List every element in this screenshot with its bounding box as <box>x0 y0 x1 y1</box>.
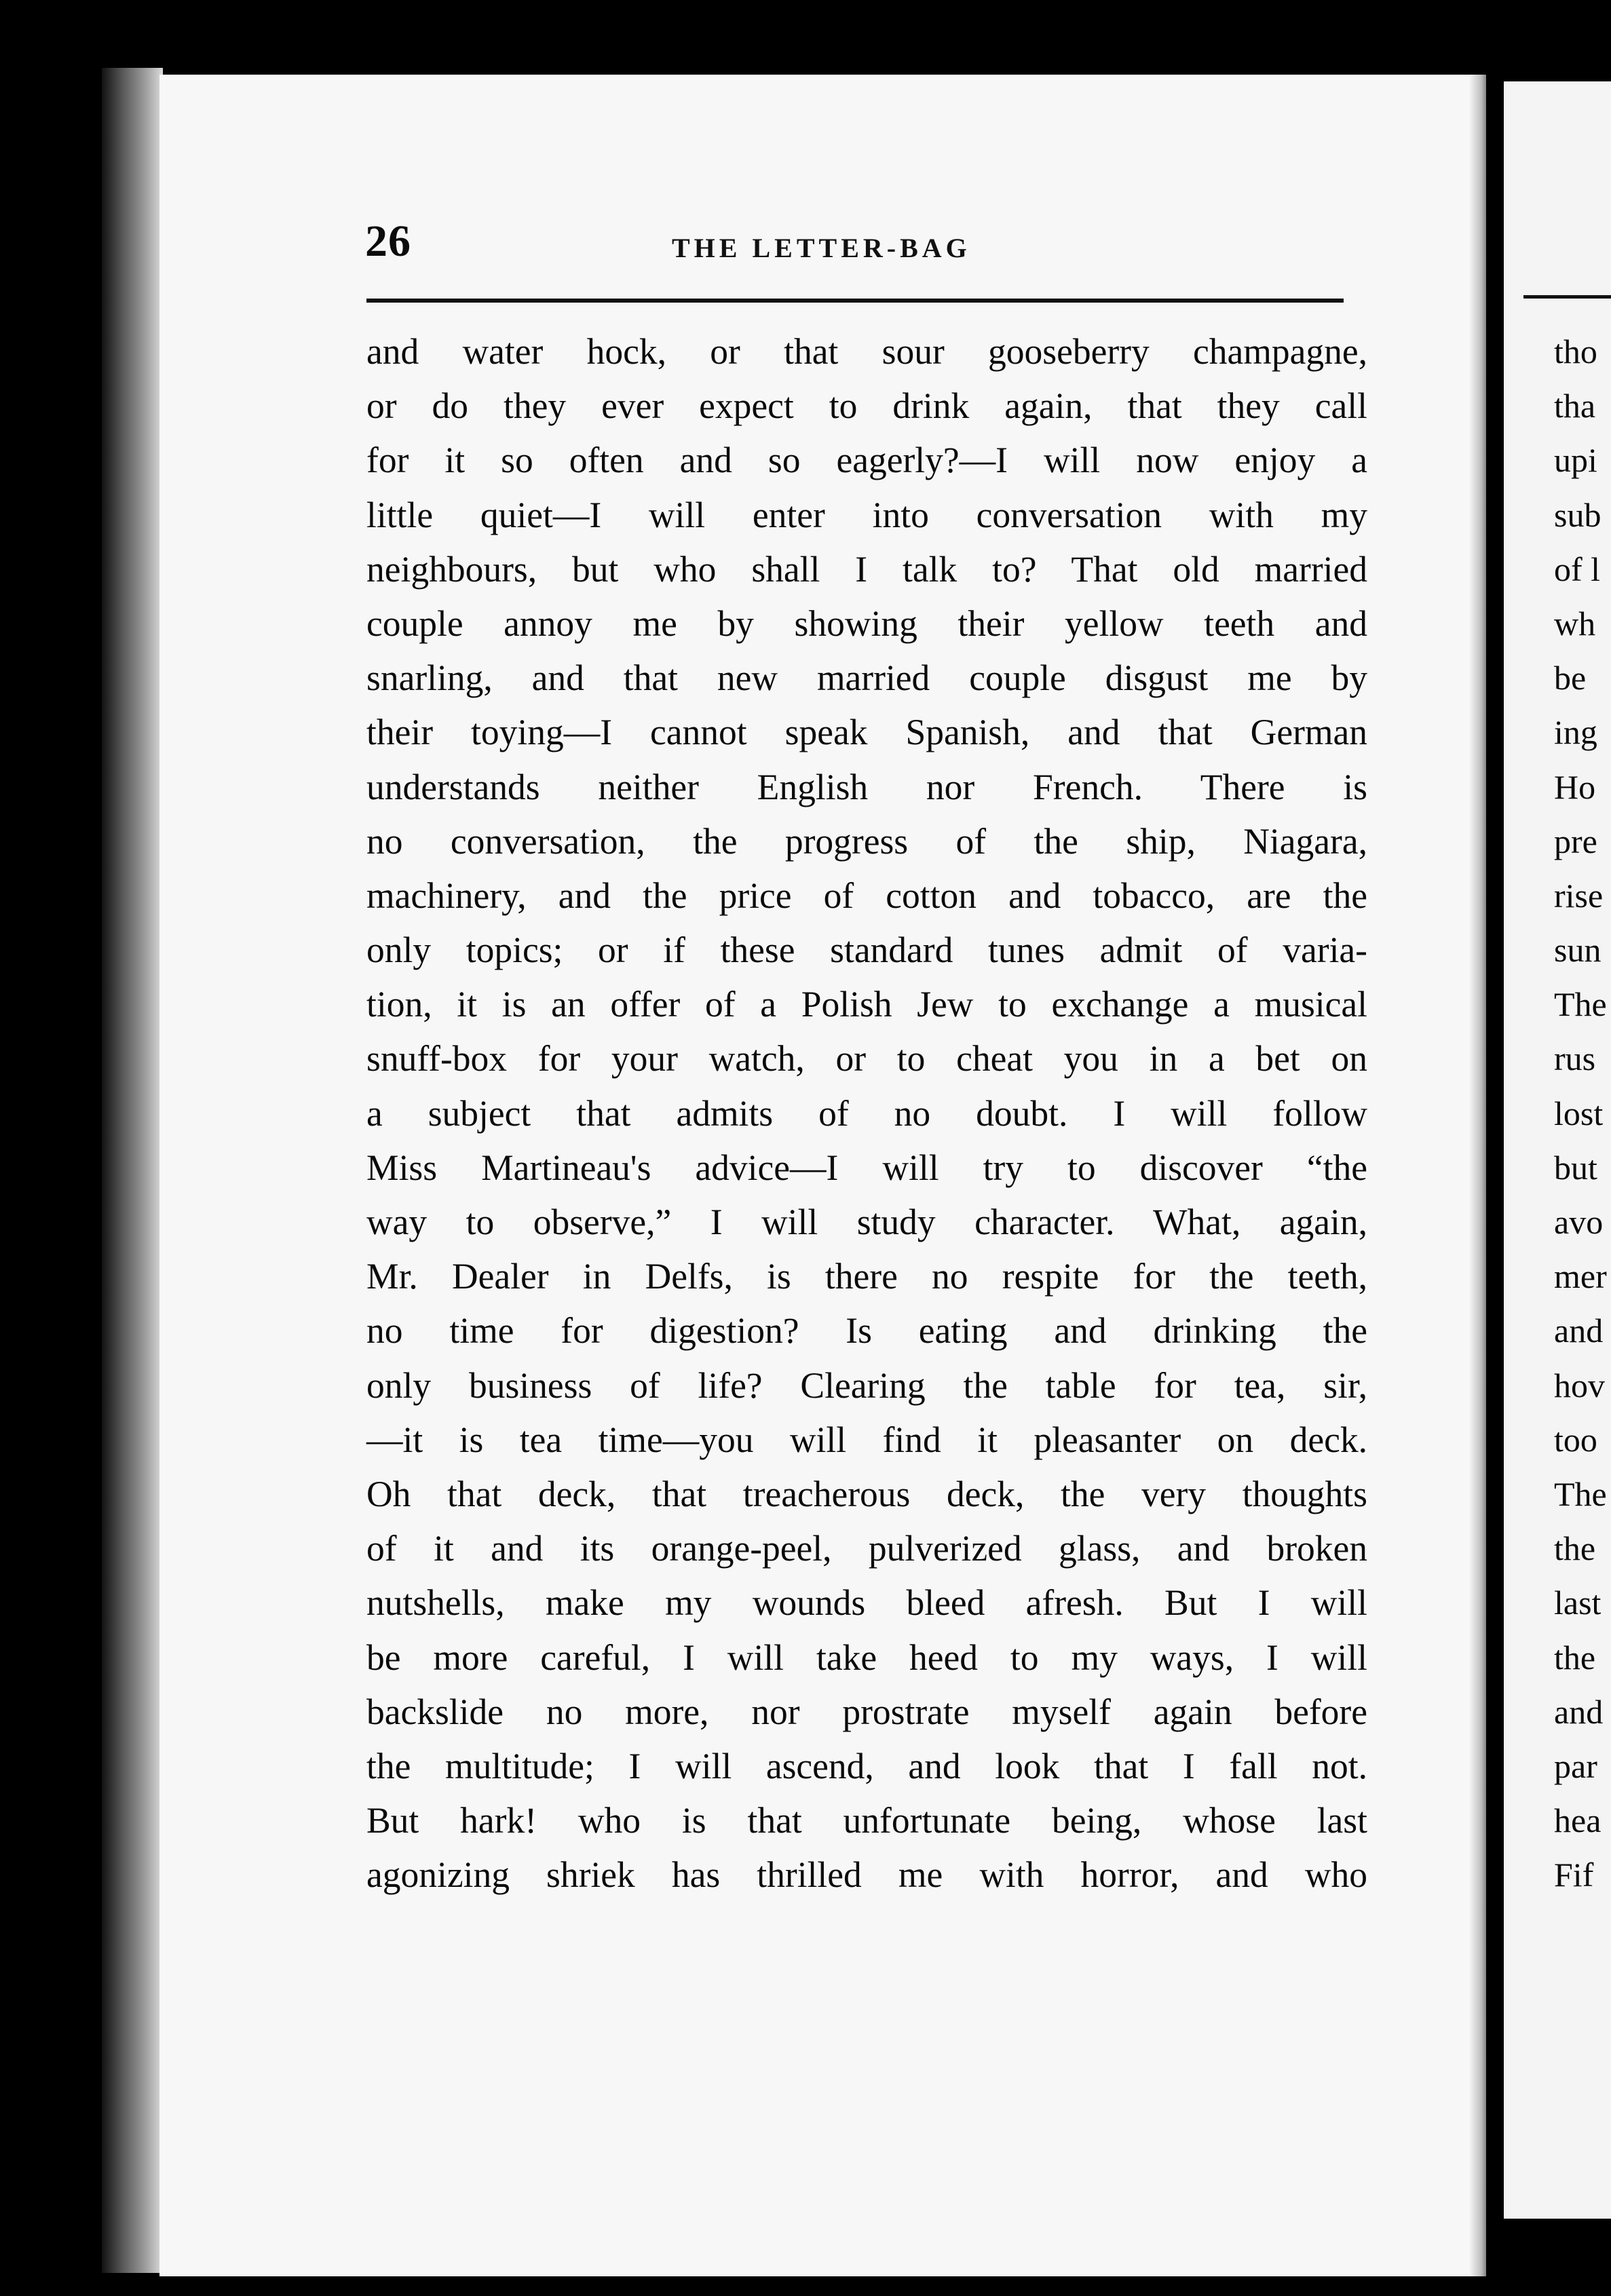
facing-page-text-fragments <box>1554 324 1611 1902</box>
fragment-line: lost <box>1554 1094 1604 1132</box>
fragment-line: pre <box>1554 822 1597 860</box>
text-line: couple annoy me by showing their yellow teeth and <box>366 602 1367 644</box>
body-text <box>366 324 1367 1902</box>
fragment-line: rise <box>1554 876 1604 915</box>
text-line: only topics; or if these standard tunes admit of varia- <box>366 930 1367 971</box>
fragment-line: tho <box>1554 332 1597 370</box>
text-line: a subject that admits of no doubt. I will follow <box>366 1092 1367 1134</box>
fragment-line: upi <box>1554 441 1597 480</box>
text-line: of it and its orange-peel, pulverized glass, and broken <box>366 1528 1367 1569</box>
text-line: snarling, and that new married couple disgust me by <box>366 657 1367 699</box>
fragment-line: sub <box>1554 495 1601 534</box>
text-line: and water hock, or that sour gooseberry champagne, <box>366 331 1367 372</box>
header-rule <box>366 299 1344 303</box>
text-line: Mr. Dealer in Delfs, is there no respite for the teeth, <box>366 1256 1367 1297</box>
text-line: backslide no more, nor prostrate myself again before <box>366 1691 1367 1732</box>
text-line: neighbours, but who shall I talk to? That old married <box>366 548 1367 590</box>
fragment-line: tha <box>1554 387 1596 425</box>
fragment-line: hov <box>1554 1366 1605 1404</box>
page-number: 26 <box>365 216 411 266</box>
text-line: —it is tea time—you will find it pleasanter on deck. <box>366 1419 1367 1460</box>
fragment-line: The <box>1554 1474 1607 1513</box>
fragment-line: and <box>1554 1692 1604 1731</box>
text-line: agonizing shriek has thrilled me with horror, and who <box>366 1854 1367 1896</box>
text-line: Oh that deck, that treacherous deck, the very thoughts <box>366 1473 1367 1514</box>
fragment-line: of l <box>1554 550 1601 588</box>
text-line: little quiet—I will enter into conversation with my <box>366 494 1367 535</box>
fragment-line: rus <box>1554 1039 1596 1078</box>
text-line: the multitude; I will ascend, and look that I fall not. <box>366 1745 1367 1786</box>
fragment-line: the <box>1554 1529 1596 1568</box>
text-line: Miss Martineau's advice—I will try to discover “the <box>366 1147 1367 1188</box>
page-gutter <box>1486 61 1505 2296</box>
fragment-line: ing <box>1554 713 1597 752</box>
fragment-line: but <box>1554 1148 1597 1187</box>
text-line: no time for digestion? Is eating and drinking the <box>366 1310 1367 1352</box>
fragment-line: the <box>1554 1638 1596 1677</box>
text-line: for it so often and so eagerly?—I will now enjoy a <box>366 440 1367 481</box>
book-spine-shadow <box>102 68 163 2273</box>
text-line: be more careful, I will take heed to my ways, I will <box>366 1637 1367 1678</box>
text-line: no conversation, the progress of the ship, Niagara, <box>366 820 1367 862</box>
text-line: machinery, and the price of cotton and tobacco, are the <box>366 875 1367 916</box>
fragment-line: mer <box>1554 1257 1607 1296</box>
fragment-line: too <box>1554 1420 1597 1459</box>
fragment-line: last <box>1554 1584 1601 1622</box>
running-title: THE LETTER-BAG <box>672 233 971 263</box>
text-line: But hark! who is that unfortunate being, whose last <box>366 1800 1367 1841</box>
text-line: snuff-box for your watch, or to cheat you in a bet on <box>366 1038 1367 1079</box>
fragment-line: hea <box>1554 1801 1601 1840</box>
fragment-line: Fif <box>1554 1856 1594 1894</box>
fragment-line: be <box>1554 659 1587 697</box>
fragment-line: The <box>1554 985 1607 1024</box>
fragment-line: wh <box>1554 604 1596 643</box>
text-line: only business of life? Clearing the table for tea, sir, <box>366 1364 1367 1406</box>
fragment-line: avo <box>1554 1203 1604 1241</box>
text-line: way to observe,” I will study character. What, again, <box>366 1202 1367 1242</box>
facing-page-head-rule <box>1523 295 1611 299</box>
text-line: tion, it is an offer of a Polish Jew to exchange a musical <box>366 984 1367 1025</box>
text-line: understands neither English nor French. There is <box>366 766 1367 807</box>
fragment-line: sun <box>1554 931 1601 970</box>
text-line: or do they ever expect to drink again, that they call <box>366 385 1367 427</box>
text-line: their toying—I cannot speak Spanish, and that German <box>366 712 1367 753</box>
text-line: nutshells, make my wounds bleed afresh. But I will <box>366 1582 1367 1624</box>
fragment-line: and <box>1554 1312 1604 1350</box>
fragment-line: Ho <box>1554 767 1596 806</box>
fragment-line: par <box>1554 1746 1597 1785</box>
